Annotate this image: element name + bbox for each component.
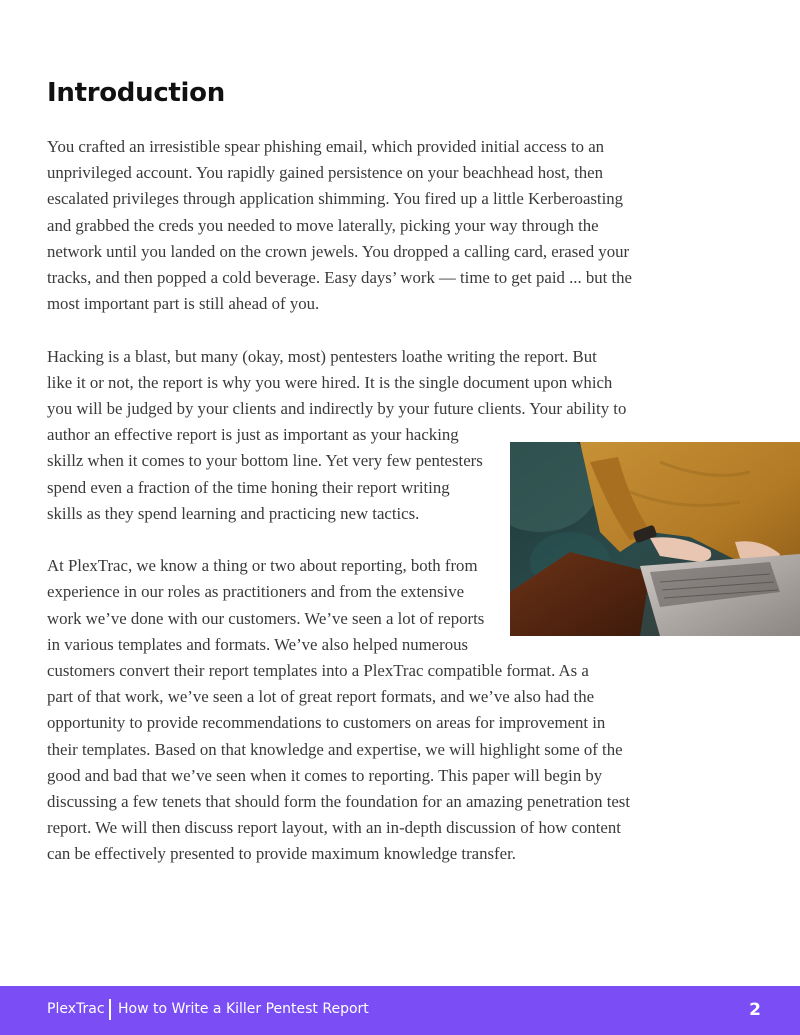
paragraph-line: unprivileged account. You rapidly gained persistence on your beachhead host, then [47,163,603,183]
paragraph-line: good and bad that we’ve seen when it comes to reporting. This paper will begin by [47,765,603,785]
paragraph-line: like it or not, the report is why you were hired. It is the single document upon which [47,372,613,392]
paragraph-line: escalated privileges through application shimming. You fired up a little Kerberoasting [47,189,624,209]
paragraph-line: author an effective report is just as important as your hacking [47,425,459,445]
paragraph-line: spend even a fraction of the time honing their report writing [47,477,450,497]
paragraph-line: you will be judged by your clients and indirectly by your future clients. Your ability to [47,399,627,419]
person-typing-on-laptop-photo [510,442,800,636]
paragraph-line: most important part is still ahead of you. [47,294,320,314]
paragraph-spacer [47,317,647,343]
paragraph-line: tracks, and then popped a cold beverage. Easy days’ work — time to get paid ... but the [47,268,632,288]
footer-brand: PlexTrac [47,1001,105,1017]
footer-document-title: How to Write a Killer Pentest Report [118,1001,369,1017]
paragraph-line: opportunity to provide recommendations to customers on areas for improvement in [47,713,606,733]
paragraph-line: skillz when it comes to your bottom line. Yet very few pentesters [47,451,483,471]
paragraph-line: report. We will then discuss report layout, with an in-depth discussion of how content [47,818,621,838]
paragraph-line: You crafted an irresistible spear phishing email, which provided initial access to an [47,137,605,156]
page-number: 2 [749,1000,761,1020]
page-heading: Introduction [47,78,225,108]
paragraph-line: Hacking is a blast, but many (okay, most) pentesters loathe writing the report. But [47,346,597,366]
paragraph-line: experience in our roles as practitioners and from the extensive [47,582,465,602]
paragraph-line: work we’ve done with our customers. We’ve seen a lot of reports [47,608,485,628]
paragraph-line: in various templates and formats. We’ve also helped numerous [47,634,469,654]
paragraph-line: and grabbed the creds you needed to move laterally, picking your way through the [47,215,599,235]
paragraph-line: part of that work, we’ve seen a lot of great report formats, and we’ve also had the [47,687,595,707]
paragraph-line: At PlexTrac, we know a thing or two about reporting, both from [47,556,478,576]
paragraph-line: discussing a few tenets that should form the foundation for an amazing penetration test [47,792,630,812]
page-footer [0,986,800,1035]
paragraph-line: customers convert their report templates into a PlexTrac compatible format. As a [47,661,589,681]
paragraph-line: their templates. Based on that knowledge and expertise, we will highlight some of the [47,739,623,759]
paragraph-line: network until you landed on the crown jewels. You dropped a calling card, erased your [47,241,630,261]
paragraph-1 [47,134,647,317]
paragraph-line: can be effectively presented to provide maximum knowledge transfer. [47,844,516,864]
footer-divider [109,999,111,1020]
paragraph-line: skills as they spend learning and practicing new tactics. [47,503,420,523]
